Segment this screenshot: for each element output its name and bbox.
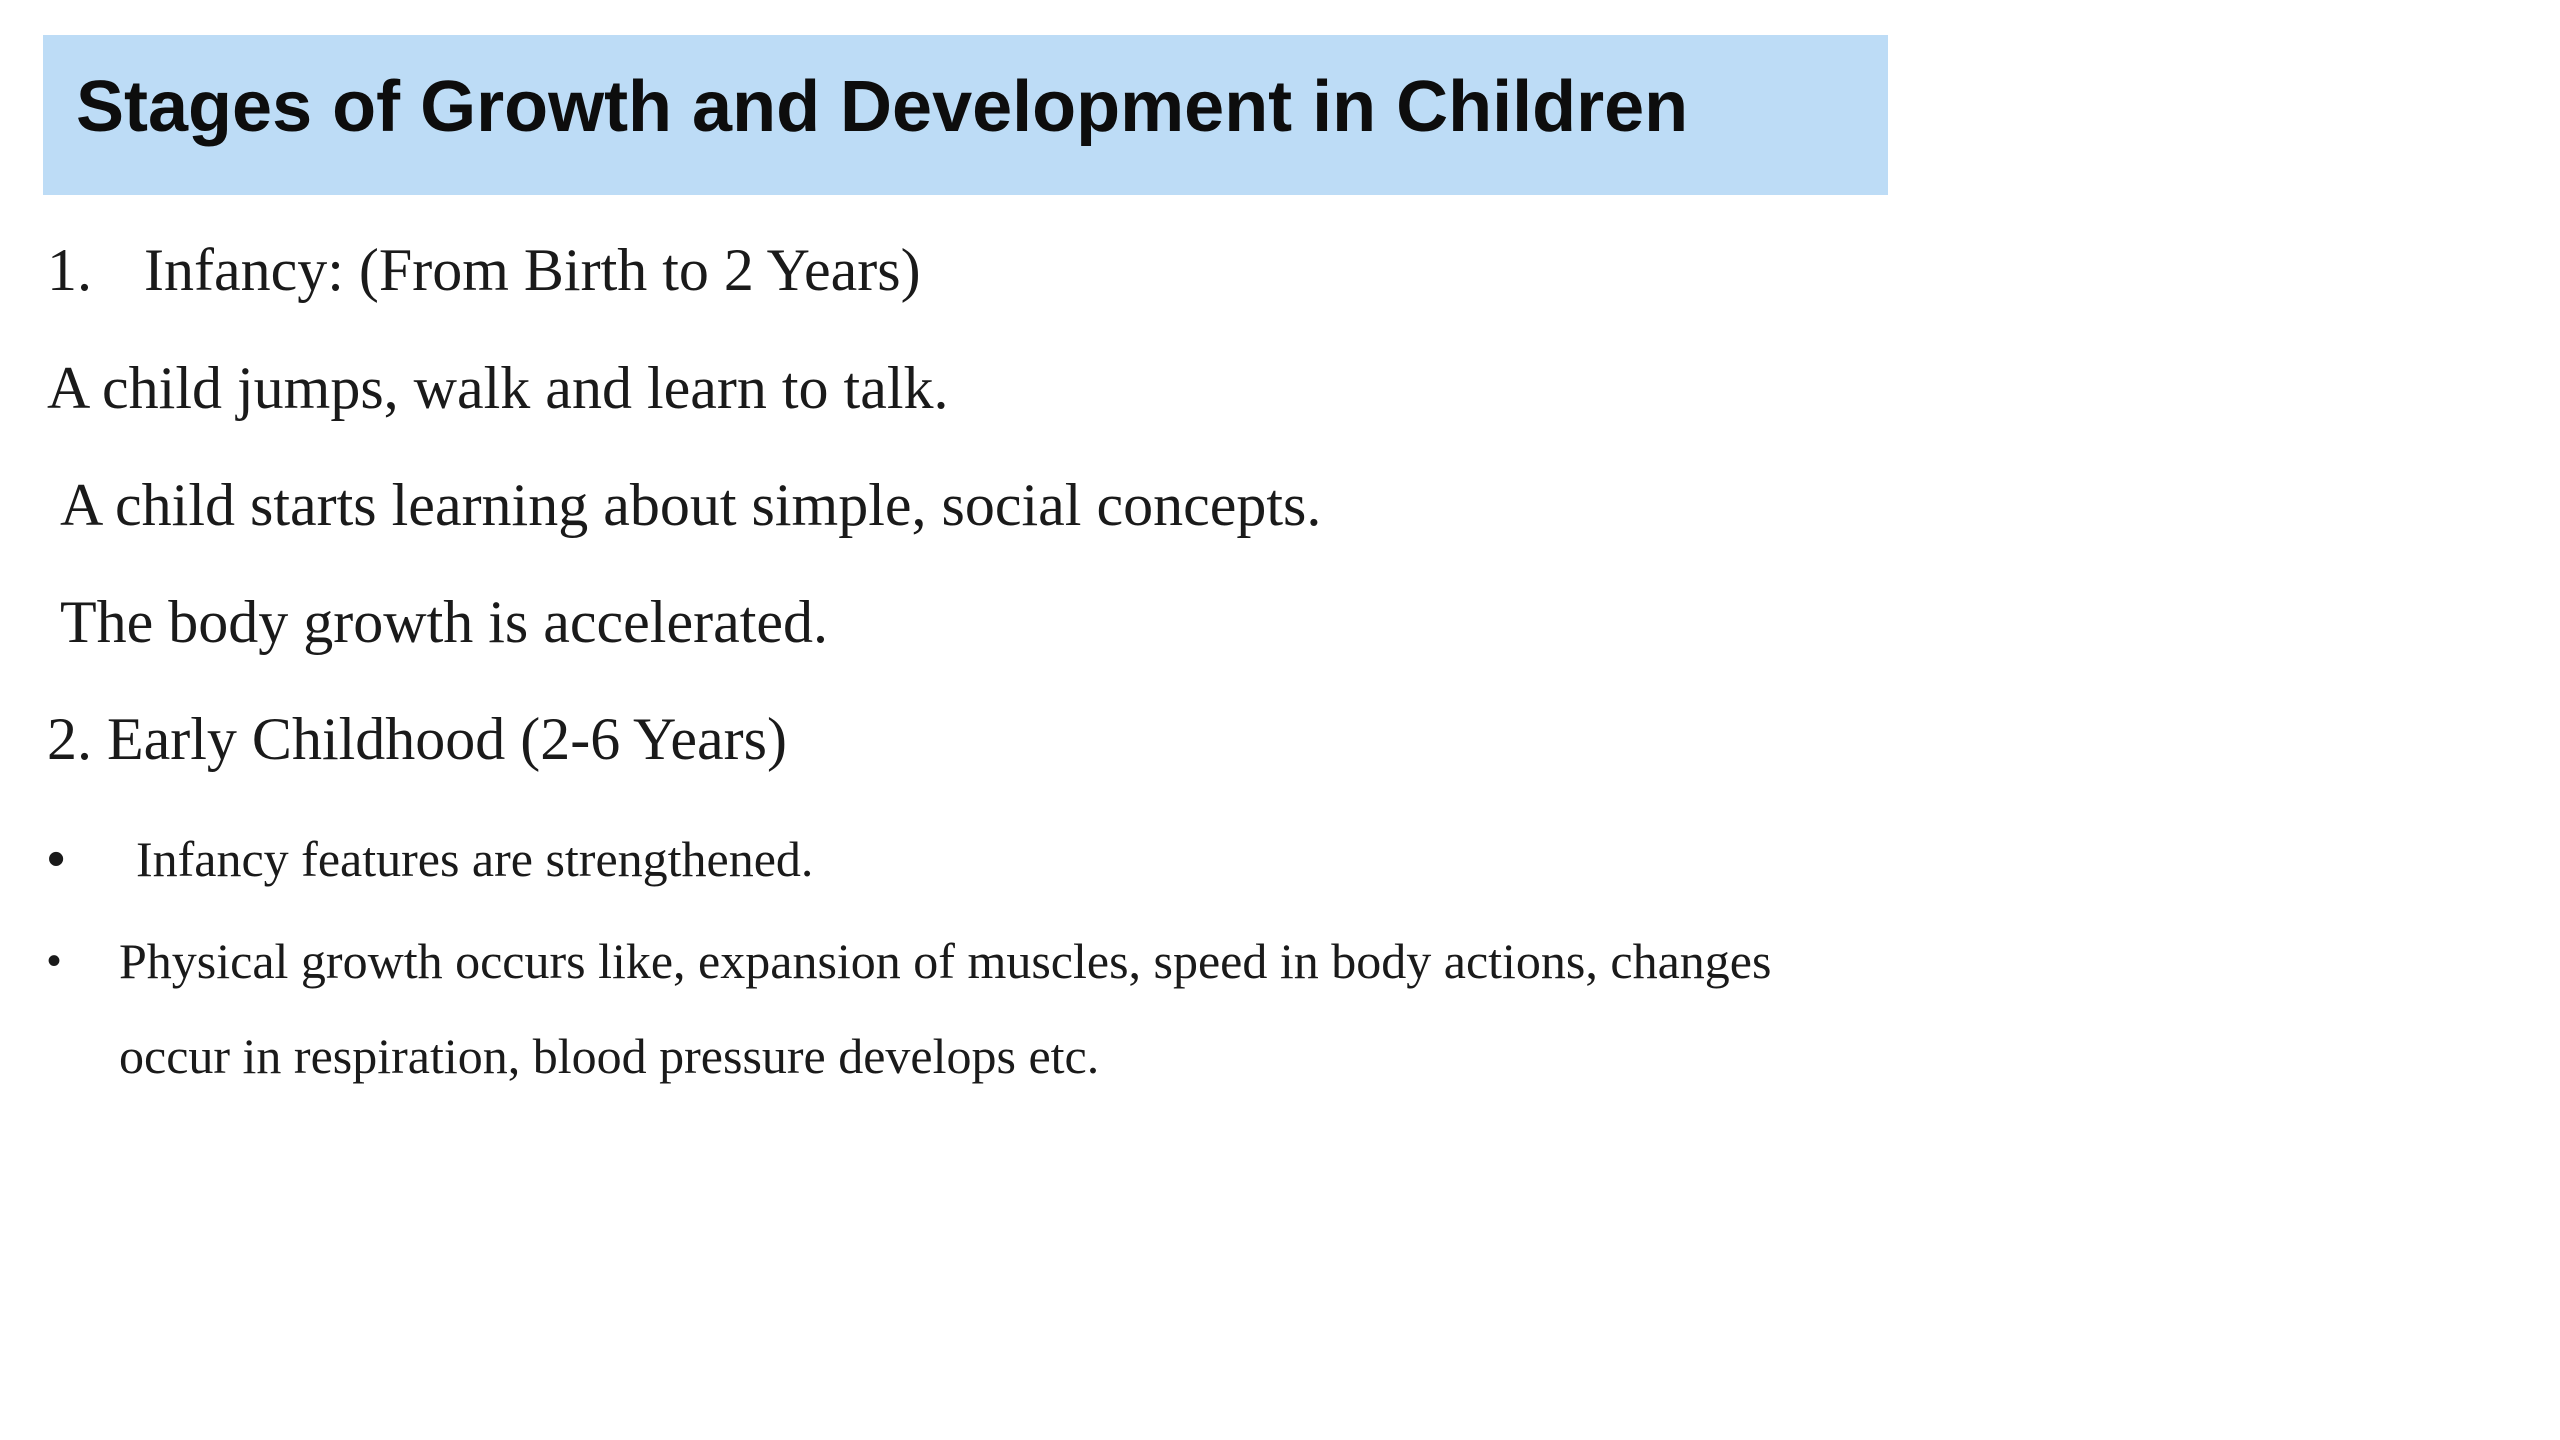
bullet-text: Physical growth occurs like, expansion of muscles, speed in body actions, changes <box>119 933 1772 989</box>
infancy-point-2: A child starts learning about simple, social concepts. <box>60 472 1322 538</box>
title-banner <box>43 35 1888 195</box>
bullet-text: Infancy features are strengthened. <box>136 831 814 887</box>
section-heading-infancy <box>47 230 921 310</box>
bullet-marker: • <box>47 939 62 983</box>
section-heading-text: Infancy: (From Birth to 2 Years) <box>144 237 921 303</box>
section-number: 1. <box>47 237 92 303</box>
bullet-marker: • <box>47 830 66 888</box>
infancy-point-1: A child jumps, walk and learn to talk. <box>47 355 949 421</box>
infancy-point-3: The body growth is accelerated. <box>60 589 829 655</box>
bullet-text-continuation: occur in respiration, blood pressure develops etc. <box>119 1028 1100 1084</box>
slide-title: Stages of Growth and Development in Children <box>76 67 1689 147</box>
section-heading-early-childhood: 2. Early Childhood (2-6 Years) <box>47 706 787 772</box>
